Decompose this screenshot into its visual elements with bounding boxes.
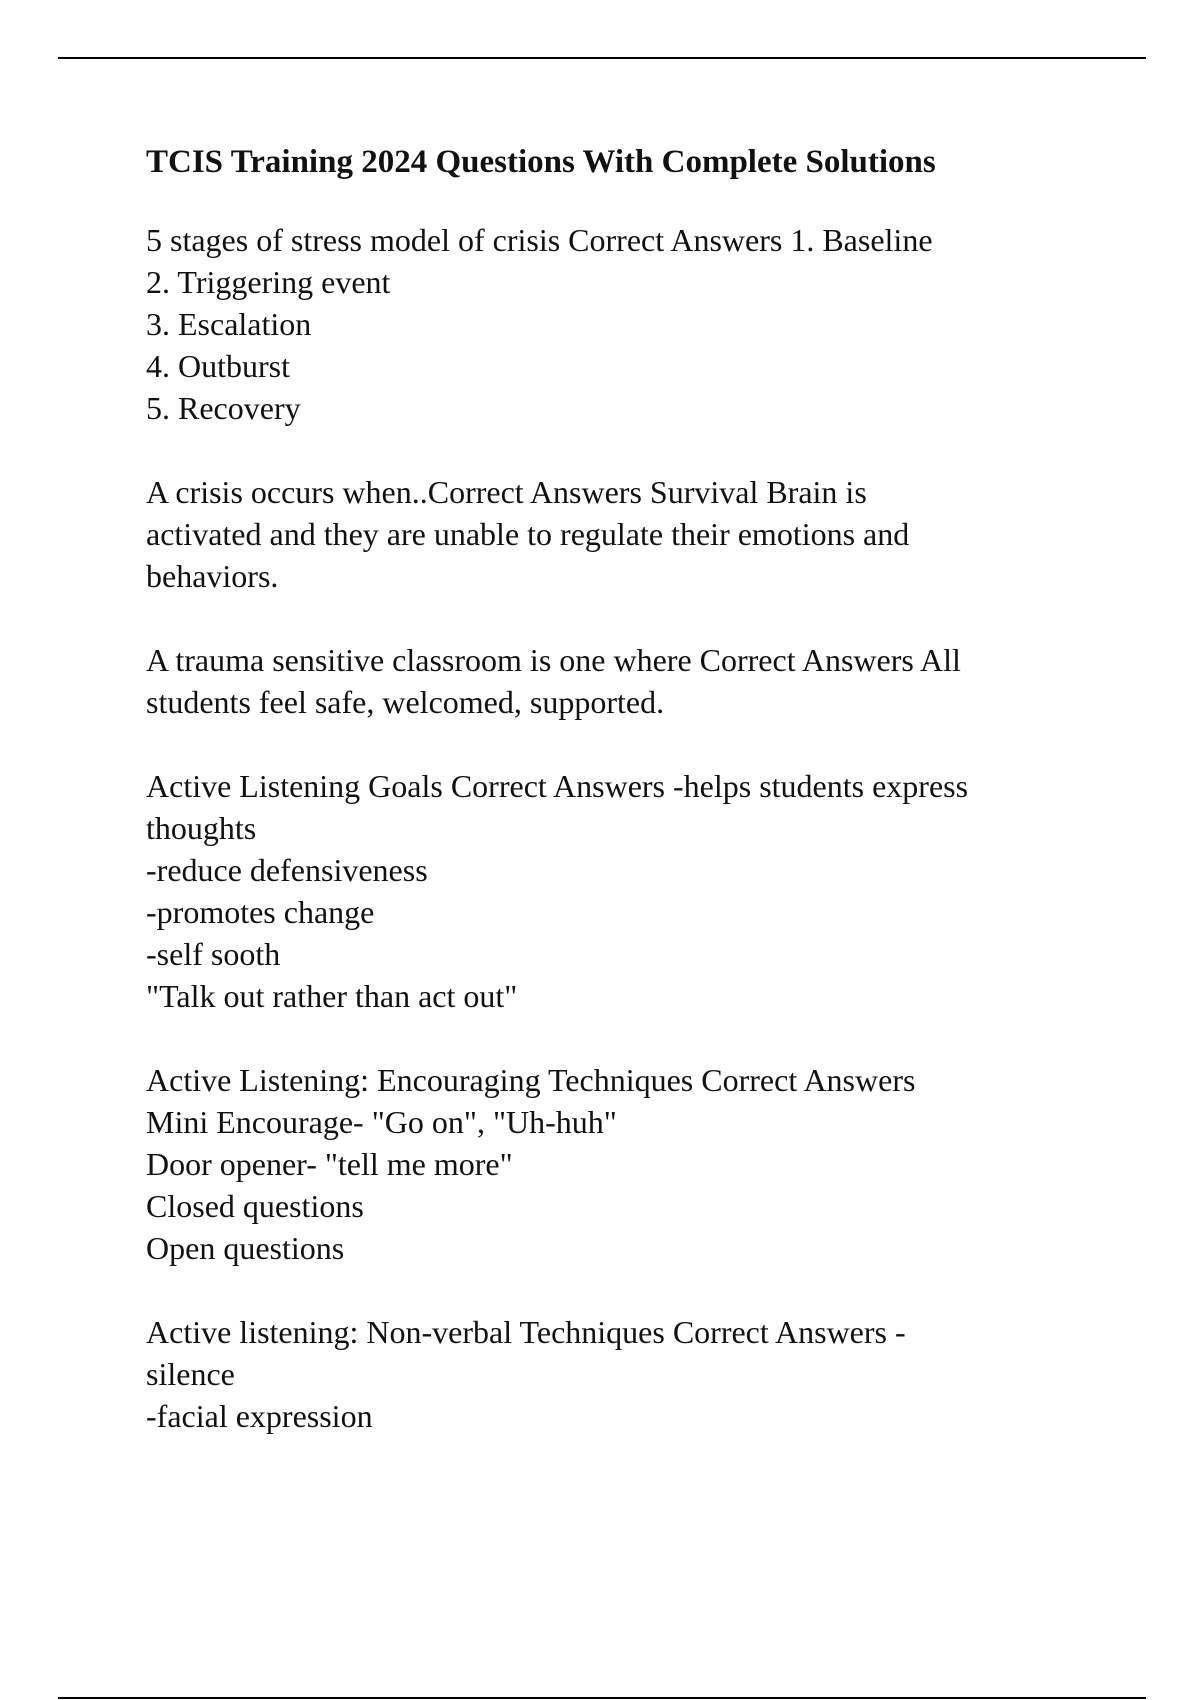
correct-answers-label: Correct Answers [450, 768, 665, 804]
correct-answers-label: Correct Answers [699, 642, 914, 678]
answer-line: behaviors. [146, 558, 279, 594]
answer-text: 1. Baseline [790, 222, 933, 258]
answer-text: -helps students express [673, 768, 969, 804]
answer-line: 5. Recovery [146, 390, 301, 426]
document-body [146, 142, 1086, 1479]
answer-line: Mini Encourage- "Go on", "Uh-huh" [146, 1104, 617, 1140]
qa-item [146, 639, 1086, 723]
answer-line: silence [146, 1356, 235, 1392]
bottom-rule [58, 1697, 1146, 1699]
answer-line: -facial expression [146, 1398, 373, 1434]
answer-text: Survival Brain is [649, 474, 867, 510]
qa-first-line [146, 471, 1086, 513]
question-text: A trauma sensitive classroom is one where [146, 642, 692, 678]
answer-line: -reduce defensiveness [146, 852, 428, 888]
answer-line: thoughts [146, 810, 257, 846]
qa-item [146, 219, 1086, 429]
qa-item [146, 1059, 1086, 1269]
answer-line: -self sooth [146, 936, 281, 972]
answer-line: "Talk out rather than act out" [146, 978, 518, 1014]
top-rule [58, 57, 1146, 59]
question-text: A crisis occurs when.. [146, 474, 428, 510]
correct-answers-label: Correct Answers [568, 222, 783, 258]
qa-item [146, 471, 1086, 597]
qa-item [146, 765, 1086, 1017]
answer-line: Door opener- "tell me more" [146, 1146, 513, 1182]
answer-line: 3. Escalation [146, 306, 312, 342]
qa-first-line [146, 1059, 1086, 1101]
answer-line: -promotes change [146, 894, 375, 930]
answer-text: - [894, 1314, 906, 1350]
qa-first-line [146, 1311, 1086, 1353]
answer-line: 2. Triggering event [146, 264, 391, 300]
answer-text: All [920, 642, 961, 678]
question-text: Active Listening: Encouraging Techniques [146, 1062, 694, 1098]
correct-answers-label: Correct Answers [427, 474, 642, 510]
qa-first-line [146, 639, 1086, 681]
answer-line: students feel safe, welcomed, supported. [146, 684, 665, 720]
question-text: 5 stages of stress model of crisis [146, 222, 561, 258]
answer-line: Open questions [146, 1230, 345, 1266]
answer-line: activated and they are unable to regulate their emotions and [146, 516, 910, 552]
question-text: Active Listening Goals [146, 768, 443, 804]
question-text: Active listening: Non-verbal Techniques [146, 1314, 665, 1350]
correct-answers-label: Correct Answers [672, 1314, 887, 1350]
correct-answers-label: Correct Answers [701, 1062, 916, 1098]
qa-first-line [146, 765, 1086, 807]
qa-first-line [146, 219, 1086, 261]
answer-line: Closed questions [146, 1188, 364, 1224]
answer-line: 4. Outburst [146, 348, 290, 384]
document-title: TCIS Training 2024 Questions With Complete Solutions [146, 144, 936, 180]
qa-item [146, 1311, 1086, 1437]
